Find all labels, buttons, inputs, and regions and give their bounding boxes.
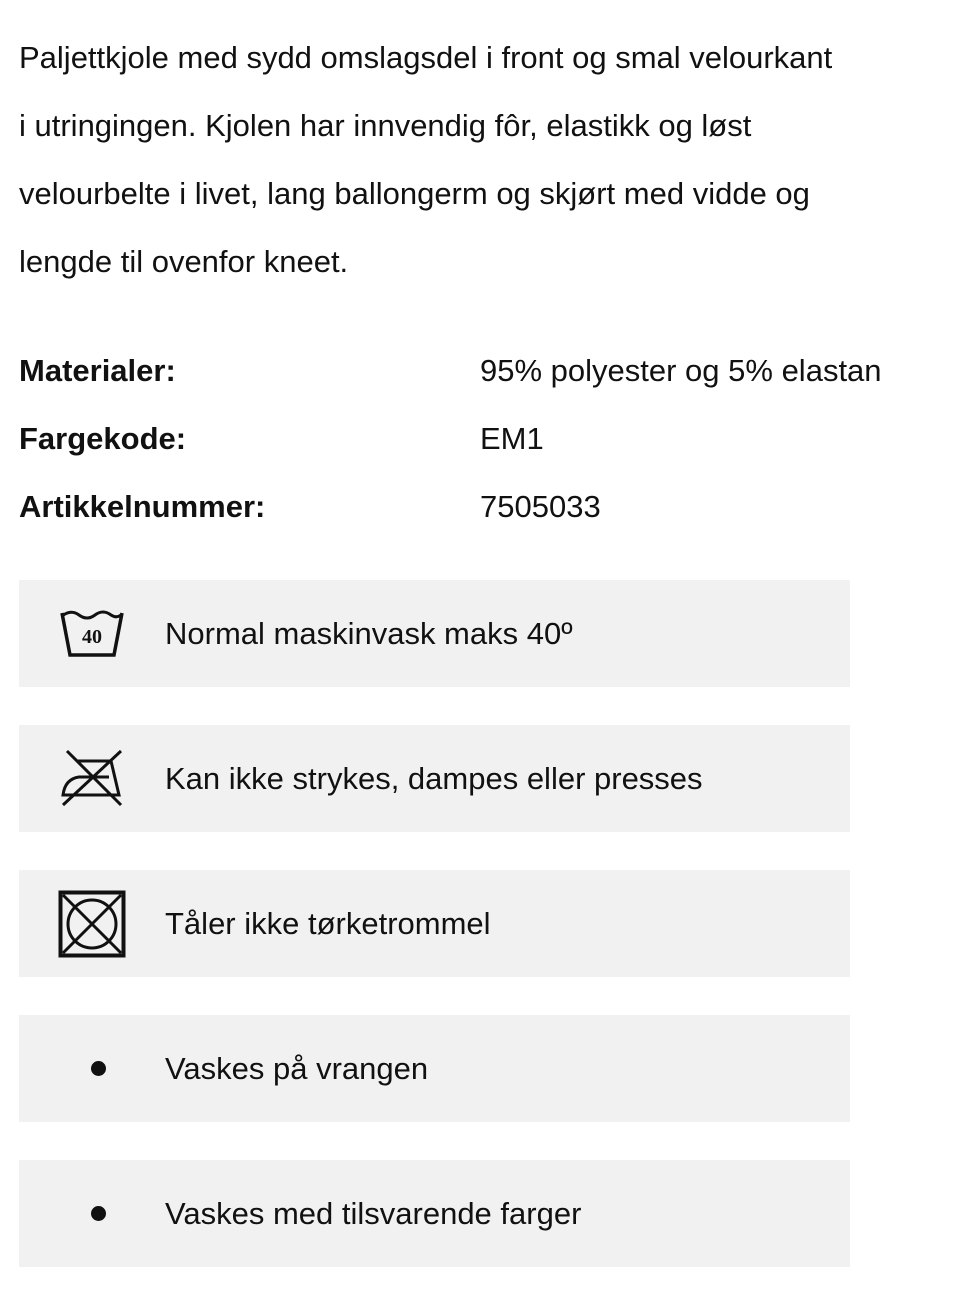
spec-label: Fargekode: [19,421,187,456]
care-text: Normal maskinvask maks 40º [165,616,573,651]
spec-label: Artikkelnummer: [19,489,266,524]
spec-value: 95% polyester og 5% elastan [480,353,882,388]
care-text: Vaskes på vrangen [165,1051,429,1086]
care-text: Vaskes med tilsvarende farger [165,1196,582,1231]
product-description: Paljettkjole med sydd omslagsdel i front og smal velourkant i utringingen. Kjolen har innvendig fôr, elastikk og løst velourbelte i livet, lang ballongerm og skjørt med vidde og lengde til ovenfor kneet. [19,40,833,279]
bullet-icon [57,1179,127,1249]
spec-row-article-number [19,473,949,541]
care-item-similar-colors [19,1160,850,1267]
care-item-inside-out [19,1015,850,1122]
spec-row-materials [19,337,949,405]
care-text: Kan ikke strykes, dampes eller presses [165,761,703,796]
spec-label: Materialer: [19,353,176,388]
spec-value: 7505033 [480,489,601,524]
no-tumble-dry-icon [57,889,127,959]
care-item-wash [19,580,850,687]
spec-table [19,337,949,541]
care-item-no-iron [19,725,850,832]
care-item-no-tumble-dry [19,870,850,977]
spec-row-color-code [19,405,949,473]
wash-40-icon [57,599,127,669]
wash-temperature-label: 40 [82,625,102,648]
no-iron-icon [57,744,127,814]
spec-value: EM1 [480,421,544,456]
bullet-icon [57,1034,127,1104]
care-text: Tåler ikke tørketrommel [165,906,491,941]
